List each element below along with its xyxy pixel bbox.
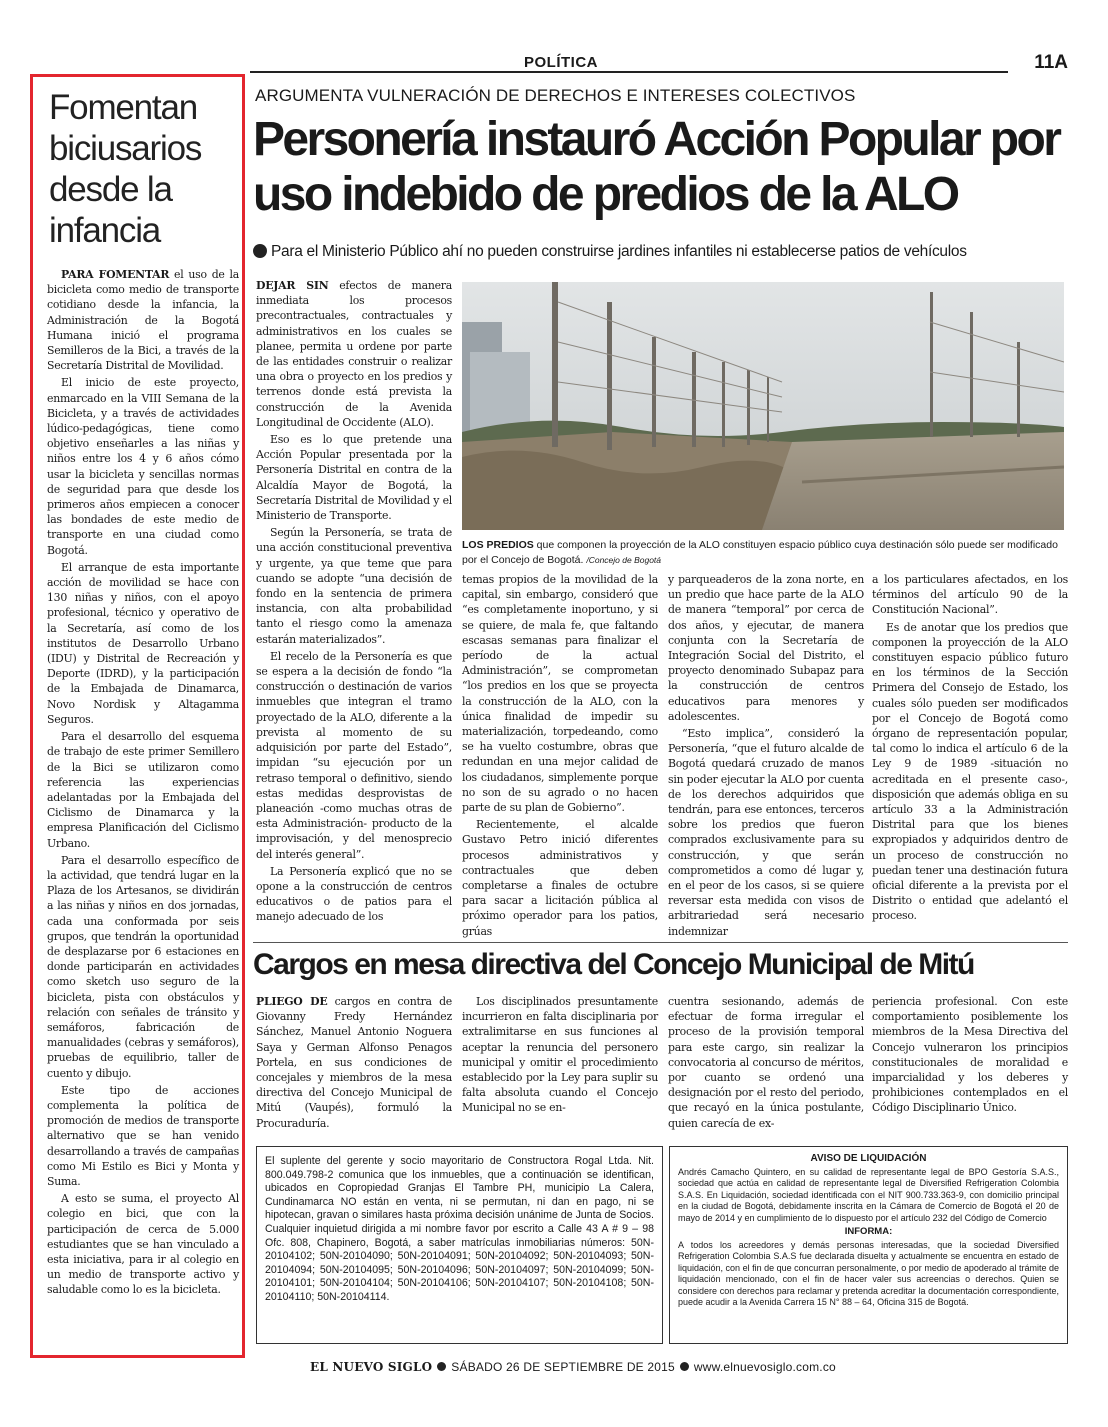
main-lead: DEJAR SIN bbox=[256, 279, 329, 292]
liquidation-notice-p1: Andrés Camacho Quintero, en su calidad de representante legal de BPO Gestoría S.A.S., sociedad que actúa en calidad de representante legal de Diversified Refrigeration Colombia S.A.S. En Liquidación, sociedad identificada con el NIT 900.733.363-9, con domicilio principal en la ciudad de Bogotá, debidamente inscrita en la Cámara de Comercio de Bogotá el 20 de mayo de 2014 y en cumplimiento de lo dispuesto por el artículo 232 del Código de Comercio bbox=[678, 1166, 1059, 1223]
sidebar-paragraph: A esto se suma, el proyecto Al colegio en bici, que con la participación de cerca de 5.000 estudiantes que se han vinculado a esta iniciativa, para ir al colegio en un medio de transporte activo y saludable como lo es la bicicleta. bbox=[47, 1192, 239, 1297]
second-paragraph bbox=[256, 994, 452, 1131]
photo-caption bbox=[462, 538, 1064, 568]
sidebar-p1: el uso de la bicicleta como medio de transporte cotidiano desde la infancia, la Administración de la Bogotá Humana inició el programa Semilleros de la Bici, a través de la Secretaría Distrital de Movilidad. bbox=[47, 268, 239, 373]
photo-credit: /Concejo de Bogotá bbox=[586, 555, 662, 565]
construction-site-illustration bbox=[462, 282, 1064, 530]
caption-text: que componen la proyección de la ALO constituyen espacio público cuya destinación sólo puede ser modificado por el Concejo de Bogotá. bbox=[462, 539, 1058, 566]
main-paragraph: Eso es lo que pretende una Acción Popular presentada por la Personería Distrital en contra de la Alcaldía Mayor de Bogotá, la Secretaría Distrital de Movilidad y el Ministerio de Transporte. bbox=[256, 433, 452, 523]
liquidation-notice-p2: A todos los acreedores y demás personas interesadas, que la sociedad Diversified Refrigeration Colombia S.A.S fue declarada disuelta y actualmente se encuentra en estado de liquidación, con el fin de que concurran personalmente, o por medio de apoderado al trámite de liquidación mencionado, con el fin de hacer valer sus acreencias o derechos. Quien se considere con derechos para reclamar y pretenda acreditar la documentación correspondiente, puede acudir a la Avenida Carrera 15 N° 88 – 64, Oficina 315 de Bogotá. bbox=[678, 1239, 1059, 1307]
bullet-icon bbox=[437, 1362, 446, 1371]
second-column-3 bbox=[668, 994, 864, 1133]
main-paragraph: Es de anotar que los predios que componen la proyección de la ALO constituyen espacio público futuro en los términos de la Sección Primera del Consejo de Estado, los cuales sólo pueden ser modificados por el Concejo de Bogotá como órgano de representación popular, tal como lo indica el artículo 6 de la Ley 9 de 1989 -situación no acreditada en el presente caso-, disposición que además obliga en su artículo 33 a la Administración Distrital para que los bienes expropiados y adquiridos dentro de un proceso de construcción no puedan tener una destinación futura oficial diferente a la prevista por el Distrito o entidad que adelantó el proceso. bbox=[872, 620, 1068, 923]
second-paragraph: periencia profesional. Con este comportamiento posiblemente los miembros de la Mesa Directiva del Concejo vulneraron los principios constitucionales de moralidad e imparcialidad y los deberes y prohibiciones contemplados en el Código Disciplinario Único. bbox=[872, 995, 1068, 1115]
second-lead: PLIEGO DE bbox=[256, 995, 328, 1008]
main-column-1 bbox=[256, 278, 452, 927]
main-paragraph: Recientemente, el alcalde Gustavo Petro inició diferentes procesos administrativos y contractuales que deben completarse a finales de octubre para sacar a licitación pública al próximo operador para los patios, grúas bbox=[462, 818, 658, 938]
sidebar-lead: PARA FOMENTAR bbox=[61, 268, 170, 281]
main-paragraph bbox=[256, 278, 452, 430]
website-link[interactable]: www.elnuevosiglo.com.co bbox=[693, 1360, 836, 1374]
second-paragraph: Los disciplinados presuntamente incurrieron en falta disciplinaria por extralimitarse en sus funciones al aceptar la renuncia del personero municipal y omitir el procedimiento establecido por la Ley para suplir su falta absoluta cuando el Concejo Municipal no se en- bbox=[462, 995, 658, 1115]
page-number: 11A bbox=[1034, 52, 1068, 73]
second-headline: Cargos en mesa directiva del Concejo Municipal de Mitú bbox=[253, 948, 974, 981]
header-rule bbox=[250, 71, 1008, 73]
issue-date: SÁBADO 26 DE SEPTIEMBRE DE 2015 bbox=[451, 1360, 675, 1374]
main-paragraph: “Esto implica”, consideró la Personería, “que el futuro alcalde de Bogotá quedará cruzado de manos sin poder ejecutar la ALO por cuenta de los derechos adquiridos que tendrán, para ese entonces, terceros sobre los predios que fueron comprados exclusivamente para su construcción, y que serán comprometidos a como dé lugar y, en el peor de los casos, si se quiere reversar esta medida con visos de arbitrariedad será necesario indemnizar bbox=[668, 727, 864, 938]
main-paragraph: La Personería explicó que no se opone a la construcción de centros educativos o de patios para el manejo adecuado de los bbox=[256, 864, 452, 924]
second-column-1 bbox=[256, 994, 452, 1133]
sidebar-article-body bbox=[47, 267, 239, 1300]
sidebar-paragraph: El inicio de este proyecto, enmarcado en la VIII Semana de la Bicicleta, y a través de actividades lúdico-pedagógicas, tiene como objetivo enseñarles a las niñas y niños entre los 4 y 6 años cómo usar la bicicleta y sencillas normas de seguridad para que desde los primeros años empiecen a conocer las bondades de este medio de transporte en una ciudad como Bogotá. bbox=[47, 376, 239, 557]
main-c1-p1: efectos de manera inmediata los procesos precontractuales, contractuales y administrativos en los cuales se planee, permita u ordene por parte de las entidades construir o realizar una obra o proyecto en los predios y terrenos donde está prevista la construcción de la Avenida Longitudinal de Occidente (ALO). bbox=[256, 279, 452, 429]
sidebar-paragraph: El arranque de esta importante acción de movilidad se hace con 130 niñas y niños, con el apoyo profesional, técnico y operativo de la Secretaría, así como de los institutos de Desarrollo Urbano (IDU) y Distrital de Recreación y Deporte (IDRD), y la participación de la Embajada de Dinamarca, Novo Nordisk y Altagamma Seguros. bbox=[47, 560, 239, 726]
second-paragraph: cuentra sesionando, además de efectuar de forma irregular el proceso de la provisión temporal para este cargo, sin realizar la convocatoria al concurso de méritos, por cuanto se ordenó una designación por el resto del periodo, que recayó en la única postulante, quien carecía de ex- bbox=[668, 995, 864, 1130]
main-kicker: ARGUMENTA VULNERACIÓN DE DERECHOS E INTERESES COLECTIVOS bbox=[255, 86, 856, 105]
legal-notice-text: El suplente del gerente y socio mayoritario de Constructora Rogal Ltda. Nit. 800.049.798-2 comunica que los inmuebles, que a continuación se identifican, ubicados en Copropiedad Granjas El Tambre PH, municipio La Calera, Cundinamarca NO están en venta, ni se permutan, ni dan en pago, ni se hipotecan, gravan o similares hasta próxima decisión unánime de Junta de Socios. Cualquier inquietud dirigida a mi nombre favor por escrito a Calle 43 A # 9 – 98 Ofc. 808, Chapinero, Bogotá, a saber matrículas inmobiliarias números: 50N-20104102; 50N-20104090; 50N-20104091; 50N-20104092; 50N-20104093; 50N-20104094; 50N-20104095; 50N-20104096; 50N-20104097; 50N-20104099; 50N-20104101; 50N-20104104; 50N-20104106; 50N-20104107; 50N-20104108; 50N-20104110; 50N-20104114. bbox=[265, 1155, 654, 1303]
subhead-text: Para el Ministerio Público ahí no pueden construirse jardines infantiles ni establecerse patios de vehículos bbox=[271, 243, 967, 260]
article-photo bbox=[462, 282, 1064, 530]
main-paragraph: El recelo de la Personería es que se espera a la decisión de fondo “la construcción o destinación de varios inmuebles que integran el tramo proyectado de la ALO, diferente a la prevista al momento de su adquisición por parte del Estado”, impidan “su ejecución por un retraso temporal o definitivo, siendo estas medidas desprovistas de planeación -como muchas otras de esta Administración- producto de la improvisación, y del menosprecio del interés general”. bbox=[256, 649, 452, 861]
main-paragraph: temas propios de la movilidad de la capital, sin embargo, consideró que “es completamente inoportuno, y si se quiere, de mala fe, que faltando escasas semanas para finalizar el período de la actual Administración”, se comprometan “los predios en los que se proyecta la construcción de la ALO, con la única finalidad de impedir su materialización, torpedeando, como se ha vuelto costumbre, obras que redundan en una mejor calidad de los ciudadanos, simplemente porque no son de su agrado o no hacen parte de su plan de Gobierno”. bbox=[462, 573, 658, 815]
bullet-icon bbox=[680, 1362, 689, 1371]
main-paragraph: Según la Personería, se trata de una acción constitucional preventiva y urgente, ya que teme que para cuando se adopte “una decisión de fondo en la sentencia de primera instancia, con alta probabilidad tanto el riesgo como la amenaza estarán materializados”. bbox=[256, 526, 452, 646]
main-paragraph: a los particulares afectados, en los términos del artículo 90 de la Constitución Nacional”. bbox=[872, 573, 1068, 617]
main-column-4 bbox=[872, 572, 1068, 926]
newspaper-logo: EL NUEVO SIGLO bbox=[310, 1360, 433, 1374]
section-label: POLÍTICA bbox=[518, 54, 604, 71]
caption-lead: LOS PREDIOS bbox=[462, 539, 534, 551]
main-column-3 bbox=[668, 572, 864, 941]
main-column-2 bbox=[462, 572, 658, 941]
section-divider bbox=[253, 942, 1068, 943]
second-c1: cargos en contra de Giovanny Fredy Hernández Sánchez, Manuel Antonio Noguera Saya y German Alfonso Penagos Portela, en sus condiciones de concejales y miembros de la mesa directiva del Concejo Municipal de Mitú (Vaupés), formuló la Procuraduría. bbox=[256, 995, 452, 1130]
sidebar-paragraph: Para el desarrollo específico de la actividad, que tendrá lugar en la Plaza de los Artesanos, se dividirán a las niñas y niños en dos jornadas, cada una conformada por seis grupos, que tendrán la oportunidad de desplazarse por 6 estaciones en donde participarán en actividades como sketch uso seguro de la bicicleta, pista con obstáculos y relación con señales de tránsito y semáforos, fabricación de manualidades (cebras y semáforos), pruebas de equilibrio, taller de cuento y dibujo. bbox=[47, 853, 239, 1080]
second-column-2 bbox=[462, 994, 658, 1118]
main-headline: Personería instauró Acción Popular por uso indebido de predios de la ALO bbox=[253, 113, 1060, 221]
second-column-4 bbox=[872, 994, 1068, 1118]
sidebar-paragraph: Este tipo de acciones complementa la política de promoción de medios de transporte alternativo que se han venido desarrollando a través de campañas como Mi Estilo es Bici y Monta y Suma. bbox=[47, 1083, 239, 1188]
main-subhead bbox=[253, 243, 1073, 261]
sidebar-article-title: Fomentan biciusarios desde la infancia bbox=[49, 88, 202, 250]
sidebar-paragraph bbox=[47, 267, 239, 373]
legal-notice-rogal bbox=[256, 1146, 663, 1344]
liquidation-notice bbox=[669, 1146, 1068, 1344]
page-footer bbox=[310, 1360, 1010, 1374]
sidebar-paragraph: Para el desarrollo del esquema de trabajo de este primer Semillero de la Bici se utilizaron como referencia las experiencias adelantadas por la Embajada del Ciclismo de Dinamarca y la empresa Planificación del Ciclismo Urbano. bbox=[47, 730, 239, 850]
main-paragraph: y parqueaderos de la zona norte, en un predio que hace parte de la ALO de manera “temporal” por cerca de dos años, y ejecutar, de manera conjunta con la Secretaría de Integración Social del Distrito, el proyecto denominado Subapaz para la construcción de centros educativos para menores y adolescentes. bbox=[668, 573, 864, 723]
liquidation-notice-subtitle: INFORMA: bbox=[844, 1226, 893, 1237]
sidebar-article-box[interactable] bbox=[30, 74, 245, 1358]
liquidation-notice-title: AVISO DE LIQUIDACIÓN bbox=[810, 1153, 927, 1164]
page-header bbox=[250, 54, 1068, 76]
bullet-icon bbox=[253, 244, 267, 258]
